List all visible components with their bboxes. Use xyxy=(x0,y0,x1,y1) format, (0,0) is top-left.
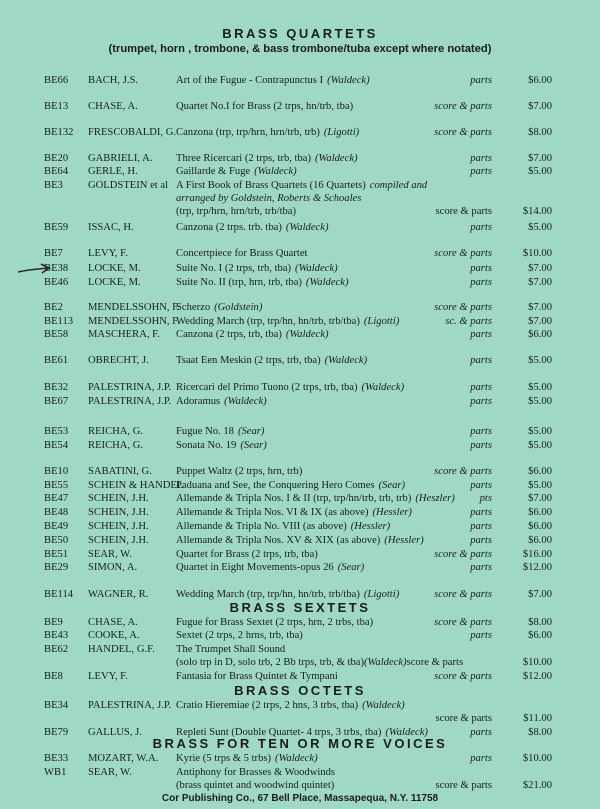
item-type: score & parts xyxy=(435,206,492,217)
item-type: score & parts xyxy=(434,466,492,477)
item-title-text: Allemande & Tripla Nos. VI & IX (as above) xyxy=(176,507,369,518)
item-title-text: Quartet No.I for Brass (2 trps, hn/trb, tba) xyxy=(176,101,354,112)
item-title xyxy=(176,74,370,87)
item-code: BE62 xyxy=(44,644,69,655)
item-title-text: Canzona (trp, trp/hrn, hrn/trb, trb) xyxy=(176,127,320,138)
item-price: $8.00 xyxy=(528,617,552,628)
item-title-text: Canzona (2 trps, trb, tba) xyxy=(176,329,282,340)
item-title xyxy=(176,395,267,408)
item-composer: GERLE, H. xyxy=(88,166,138,177)
arranger-text: arranged by Goldstein, Roberts & Schoales xyxy=(176,193,362,204)
item-price: $11.00 xyxy=(523,713,552,724)
section-heading-ten-plus: BRASS FOR TEN OR MORE VOICES xyxy=(152,736,448,751)
item-editor: (Hessler) xyxy=(384,535,424,546)
item-composer: WAGNER, R. xyxy=(88,589,149,600)
item-type: score & parts xyxy=(434,302,492,313)
item-composer: SEAR, W. xyxy=(88,767,132,778)
item-editor: (Waldeck) xyxy=(362,700,405,711)
goldstein-continuation-1 xyxy=(0,192,600,205)
item-composer: FRESCOBALDI, G. xyxy=(88,127,176,138)
quartets-note: (trumpet, horn , trombone, & bass trombone/tuba except where notated) xyxy=(108,43,492,55)
item-editor: (Goldstein) xyxy=(214,302,263,313)
item-composer: GALLUS, J. xyxy=(88,727,142,738)
item-code: BE43 xyxy=(44,630,69,641)
catalog-entry xyxy=(0,439,600,452)
item-type: pts xyxy=(479,493,492,504)
item-title-text: Sextet (2 trps, 2 hrns, trb, tba) xyxy=(176,630,303,641)
catalog-entry xyxy=(0,74,600,87)
catalog-entry xyxy=(0,506,600,519)
item-editor: (Hessler) xyxy=(372,507,412,518)
item-composer: PALESTRINA, J.P. xyxy=(88,396,172,407)
item-price: $6.00 xyxy=(528,521,552,532)
item-type: parts xyxy=(470,166,492,177)
item-editor: (Waldeck) xyxy=(385,727,428,738)
item-price: $5.00 xyxy=(528,355,552,366)
item-type: parts xyxy=(470,480,492,491)
goldstein-continuation-2 xyxy=(0,205,600,218)
item-title xyxy=(176,479,405,492)
item-price: $6.00 xyxy=(528,75,552,86)
catalog-entry xyxy=(0,561,600,574)
item-code: BE55 xyxy=(44,480,69,491)
item-editor: (Waldeck) xyxy=(275,753,318,764)
item-title-text: Ricercari del Primo Tuono (2 trps, trb, tba) xyxy=(176,382,358,393)
item-type: score & parts xyxy=(434,617,492,628)
item-editor: (Waldeck) xyxy=(305,277,349,288)
item-price: $12.00 xyxy=(522,671,552,682)
item-editor: (Sear) xyxy=(237,426,265,437)
item-code: BE53 xyxy=(44,426,69,437)
item-price: $6.00 xyxy=(528,466,552,477)
item-composer: SEAR, W. xyxy=(88,549,132,560)
item-price: $7.00 xyxy=(528,101,552,112)
catalog-entry xyxy=(0,247,600,260)
item-composer: MENDELSSOHN, F. xyxy=(88,316,180,327)
catalog-entry xyxy=(0,354,600,367)
catalog-entry xyxy=(0,699,600,712)
item-title-text: Art of the Fugue - Contrapunctus I xyxy=(176,75,324,86)
item-type: parts xyxy=(470,153,492,164)
item-code: BE67 xyxy=(44,396,69,407)
item-price: $5.00 xyxy=(528,222,552,233)
item-price: $7.00 xyxy=(528,316,552,327)
item-title-text: Fantasia for Brass Quintet & Tympani xyxy=(176,671,338,682)
item-code: BE51 xyxy=(44,549,69,560)
handel-continuation xyxy=(0,656,600,669)
item-title-text: Allemande & Tripla No. VIII (as above) xyxy=(176,521,347,532)
item-code: BE58 xyxy=(44,329,69,340)
catalog-entry xyxy=(0,262,600,275)
item-code: BE38 xyxy=(44,263,69,274)
item-title-text: Concertpiece for Brass Quartet xyxy=(176,248,308,259)
item-title-text: Adoramus xyxy=(176,396,221,407)
item-composer: BACH, J.S. xyxy=(88,75,139,86)
item-price: $7.00 xyxy=(528,277,552,288)
item-type: parts xyxy=(470,396,492,407)
item-composer: SCHEIN, J.H. xyxy=(88,521,149,532)
item-code: BE66 xyxy=(44,75,69,86)
item-type: parts xyxy=(470,263,492,274)
item-composer: REICHA, G. xyxy=(88,426,144,437)
item-title-text: Suite No. II (trp, hrn, trb, tba) xyxy=(176,277,302,288)
item-code: BE114 xyxy=(44,589,74,600)
item-type: score & parts xyxy=(434,671,492,682)
palestrina-continuation xyxy=(0,712,600,725)
item-code: BE8 xyxy=(44,671,63,682)
item-price: $10.00 xyxy=(522,248,552,259)
item-code: BE61 xyxy=(44,355,69,366)
item-type: score & parts xyxy=(434,127,492,138)
item-title-text: The Trumpet Shall Sound xyxy=(176,644,286,655)
item-code: BE64 xyxy=(44,166,69,177)
item-title xyxy=(176,179,427,192)
item-price: $5.00 xyxy=(528,426,552,437)
item-type: parts xyxy=(470,75,492,86)
item-type: score & parts xyxy=(435,713,492,724)
item-title xyxy=(176,328,328,341)
item-composer: ISSAC, H. xyxy=(88,222,134,233)
item-editor: (Ligotti) xyxy=(363,589,400,600)
item-title-text: Fugue No. 18 xyxy=(176,426,234,437)
catalog-entry xyxy=(0,629,600,642)
item-title xyxy=(176,534,424,547)
item-composer: MASCHERA, F. xyxy=(88,329,160,340)
item-price: $5.00 xyxy=(528,382,552,393)
item-composer: CHASE, A. xyxy=(88,101,138,112)
item-price: $8.00 xyxy=(528,127,552,138)
item-code: BE34 xyxy=(44,700,69,711)
item-title xyxy=(176,425,264,438)
item-price: $5.00 xyxy=(528,440,552,451)
item-title-text: Quartet for Brass (2 trps, trb, tba) xyxy=(176,549,318,560)
item-composer: HANDEL, G.F. xyxy=(88,644,155,655)
item-editor: (Waldeck) xyxy=(254,166,297,177)
item-title xyxy=(176,221,328,234)
instrumentation-text: (trp, trp/hrn, hrn/trb, trb/tba) xyxy=(176,206,297,217)
item-title-text: Canzona (2 trps. trb. tba) xyxy=(176,222,282,233)
item-composer: LOCKE, M. xyxy=(88,277,141,288)
item-price: $5.00 xyxy=(528,166,552,177)
item-title-text: Wedding March (trp, trp/hn, hn/trb, trb/tba) xyxy=(176,316,360,327)
item-composer: LEVY, F. xyxy=(88,248,128,259)
item-price: $6.00 xyxy=(528,507,552,518)
item-title xyxy=(176,354,367,367)
section-heading-sextets: BRASS SEXTETS xyxy=(229,600,371,615)
item-code: BE59 xyxy=(44,222,69,233)
item-composer: SCHEIN, J.H. xyxy=(88,493,149,504)
item-price: $10.00 xyxy=(522,753,552,764)
item-code: BE10 xyxy=(44,466,69,477)
item-title xyxy=(176,561,364,574)
item-title xyxy=(176,548,318,561)
item-composer: GOLDSTEIN et al xyxy=(88,180,169,191)
item-code: BE3 xyxy=(44,180,63,191)
item-type: score & parts xyxy=(434,248,492,259)
item-composer: LEVY, F. xyxy=(88,671,128,682)
item-title-text: Cratio Hieremiae (2 trps, 2 hns, 3 trbs, tba) xyxy=(176,700,359,711)
item-title-text: Fugue for Brass Sextet (2 trps, hrn, 2 trbs, tba) xyxy=(176,617,374,628)
item-price: $14.00 xyxy=(522,206,552,217)
item-type: score & parts xyxy=(435,780,492,791)
item-title-text: Repleti Sunt (Double Quartet- 4 trps, 3 trbs, tba) xyxy=(176,727,382,738)
item-title-text: Allemande & Tripla Nos. XV & XIX (as above) xyxy=(176,535,381,546)
item-composer: COOKE, A. xyxy=(88,630,140,641)
item-editor: (Heszler) xyxy=(415,493,455,504)
item-price: $7.00 xyxy=(528,302,552,313)
item-type: parts xyxy=(470,440,492,451)
item-title xyxy=(176,616,373,629)
catalog-entry xyxy=(0,301,600,314)
catalog-entry xyxy=(0,152,600,165)
item-price: $7.00 xyxy=(528,153,552,164)
item-code: BE32 xyxy=(44,382,69,393)
item-code: BE9 xyxy=(44,617,63,628)
item-title xyxy=(176,152,358,165)
item-editor: (Waldeck) xyxy=(285,222,329,233)
item-composer: PALESTRINA, J.P. xyxy=(88,700,172,711)
item-price: $7.00 xyxy=(528,493,552,504)
item-code: BE46 xyxy=(44,277,69,288)
item-type: parts xyxy=(470,535,492,546)
item-code: BE113 xyxy=(44,316,74,327)
section-heading-octets: BRASS OCTETS xyxy=(234,683,366,698)
item-title xyxy=(176,100,353,113)
item-price: $7.00 xyxy=(528,589,552,600)
item-title xyxy=(176,752,318,765)
item-title xyxy=(176,276,348,289)
item-title-text: Puppet Waltz (2 trps, hrn, trb) xyxy=(176,466,303,477)
instrumentation-text: (brass quintet and woodwind quintet) xyxy=(176,780,335,791)
item-price: $12.00 xyxy=(522,562,552,573)
item-type: parts xyxy=(470,630,492,641)
item-price: $6.00 xyxy=(528,630,552,641)
hand-drawn-arrow-icon xyxy=(17,263,51,275)
item-type: parts xyxy=(470,382,492,393)
catalog-entry xyxy=(0,492,600,505)
item-title-text: Gaillarde & Fuge xyxy=(176,166,251,177)
item-title xyxy=(176,301,262,314)
item-title-text: Tsaat Een Meskin (2 trps, trb, tba) xyxy=(176,355,321,366)
item-title-text: A First Book of Brass Quartets (16 Quartets) xyxy=(176,180,366,191)
item-price: $5.00 xyxy=(528,480,552,491)
item-editor: (Ligotti) xyxy=(323,127,360,138)
item-type: parts xyxy=(470,355,492,366)
item-composer: SCHEIN & HANDEL xyxy=(88,480,184,491)
section-heading-quartets: BRASS QUARTETS xyxy=(222,26,378,41)
item-title-text: Quartet in Eight Movements-opus 26 xyxy=(176,562,334,573)
item-title xyxy=(176,699,405,712)
catalog-entry xyxy=(0,328,600,341)
item-editor: (Ligotti) xyxy=(363,316,400,327)
item-title-text: Antiphony for Brasses & Woodwinds xyxy=(176,767,336,778)
item-title xyxy=(176,262,338,275)
item-title xyxy=(176,315,399,328)
item-code: WB1 xyxy=(44,767,67,778)
item-type: parts xyxy=(470,562,492,573)
catalog-entry xyxy=(0,179,600,192)
item-title-text: Scherzo xyxy=(176,302,211,313)
item-code: BE7 xyxy=(44,248,63,259)
item-code: BE132 xyxy=(44,127,74,138)
item-price: $21.00 xyxy=(522,780,552,791)
item-code: BE33 xyxy=(44,753,69,764)
item-title xyxy=(176,643,285,656)
item-composer: SCHEIN, J.H. xyxy=(88,535,149,546)
item-price: $8.00 xyxy=(528,727,552,738)
item-code: BE2 xyxy=(44,302,63,313)
item-type: sc. & parts xyxy=(445,316,492,327)
item-composer: PALESTRINA, J.P. xyxy=(88,382,172,393)
item-type: parts xyxy=(470,727,492,738)
item-code: BE79 xyxy=(44,727,69,738)
item-title xyxy=(176,165,297,178)
item-editor: (Hessler) xyxy=(350,521,391,532)
item-title-text: Wedding March (trp, trp/hn, hn/trb, trb/tba) xyxy=(176,589,360,600)
instrumentation-text: (solo trp in D, solo trb, 2 Bb trps, trb, & tba)(Waldeck)score & parts xyxy=(176,657,464,668)
item-title xyxy=(176,126,359,139)
item-price: $6.00 xyxy=(528,329,552,340)
item-code: BE20 xyxy=(44,153,69,164)
item-editor: (Sear) xyxy=(378,480,406,491)
catalog-entry xyxy=(0,381,600,394)
item-title xyxy=(176,520,390,533)
catalog-entry xyxy=(0,520,600,533)
item-type: score & parts xyxy=(434,549,492,560)
item-title xyxy=(176,506,412,519)
item-editor: (Sear) xyxy=(337,562,365,573)
item-code: BE29 xyxy=(44,562,69,573)
item-composer: MENDELSSOHN, F. xyxy=(88,302,180,313)
item-editor: compiled and xyxy=(369,180,428,191)
item-price: $16.00 xyxy=(522,549,552,560)
item-title-text: Kyrie (5 trps & 5 trbs) xyxy=(176,753,272,764)
item-price: $6.00 xyxy=(528,535,552,546)
catalog-entry xyxy=(0,100,600,113)
item-code: BE13 xyxy=(44,101,69,112)
item-title-text: Three Ricercari (2 trps, trb, tba) xyxy=(176,153,312,164)
catalog-entry xyxy=(0,276,600,289)
item-composer: SCHEIN, J.H. xyxy=(88,507,149,518)
item-type: parts xyxy=(470,521,492,532)
item-type: parts xyxy=(470,507,492,518)
catalog-entry xyxy=(0,126,600,139)
item-composer: MOZART, W.A. xyxy=(88,753,159,764)
item-title-text: Allemande & Tripla Nos. I & II (trp, trp/hn/trb, trb, trb) xyxy=(176,493,412,504)
item-type: parts xyxy=(470,222,492,233)
item-code: BE47 xyxy=(44,493,69,504)
catalog-entry xyxy=(0,315,600,328)
item-composer: REICHA, G. xyxy=(88,440,144,451)
item-title xyxy=(176,629,303,642)
catalog-entry xyxy=(0,395,600,408)
item-title xyxy=(176,247,308,260)
item-title xyxy=(176,492,455,505)
item-title xyxy=(176,381,404,394)
item-price: $7.00 xyxy=(528,263,552,274)
item-composer: CHASE, A. xyxy=(88,617,138,628)
item-editor: (Waldeck) xyxy=(315,153,358,164)
item-editor: (Waldeck) xyxy=(327,75,370,86)
item-editor: (Waldeck) xyxy=(285,329,329,340)
item-editor: (Waldeck) xyxy=(224,396,267,407)
item-editor: (Waldeck) xyxy=(361,382,405,393)
item-title-text: Sonata No. 19 xyxy=(176,440,237,451)
item-title xyxy=(176,766,335,779)
item-title-text: Paduana and See, the Conquering Hero Comes xyxy=(176,480,375,491)
item-composer: SIMON, A. xyxy=(88,562,138,573)
item-type: parts xyxy=(470,329,492,340)
item-composer: GABRIELI, A. xyxy=(88,153,153,164)
item-composer: LOCKE, M. xyxy=(88,263,141,274)
catalog-entry xyxy=(0,534,600,547)
catalog-entry xyxy=(0,165,600,178)
item-price: $10.00 xyxy=(522,657,552,668)
item-type: parts xyxy=(470,753,492,764)
item-price: $5.00 xyxy=(528,396,552,407)
item-type: score & parts xyxy=(434,101,492,112)
catalog-entry xyxy=(0,479,600,492)
item-composer: SABATINI, G. xyxy=(88,466,152,477)
catalog-entry xyxy=(0,766,600,779)
item-composer: OBRECHT, J. xyxy=(88,355,149,366)
item-type: score & parts xyxy=(434,589,492,600)
item-title xyxy=(176,670,338,683)
item-title xyxy=(176,465,302,478)
item-type: parts xyxy=(470,426,492,437)
sear-continuation xyxy=(0,779,600,792)
catalog-entry xyxy=(0,670,600,683)
publisher-footer: Cor Publishing Co., 67 Bell Place, Massapequa, N.Y. 11758 xyxy=(161,793,439,804)
catalog-entry xyxy=(0,643,600,656)
catalog-entry xyxy=(0,465,600,478)
catalog-entry xyxy=(0,221,600,234)
item-type: parts xyxy=(470,277,492,288)
item-title xyxy=(176,439,267,452)
catalog-entry xyxy=(0,548,600,561)
catalog-entry xyxy=(0,616,600,629)
catalog-entry xyxy=(0,425,600,438)
catalog-entry xyxy=(0,752,600,765)
item-title-text: Suite No. I (2 trps, trb, tba) xyxy=(176,263,292,274)
item-editor: (Waldeck) xyxy=(324,355,368,366)
item-editor: (Waldeck) xyxy=(295,263,338,274)
item-code: BE49 xyxy=(44,521,69,532)
item-code: BE54 xyxy=(44,440,69,451)
item-code: BE50 xyxy=(44,535,69,546)
item-code: BE48 xyxy=(44,507,69,518)
item-editor: (Sear) xyxy=(240,440,267,451)
